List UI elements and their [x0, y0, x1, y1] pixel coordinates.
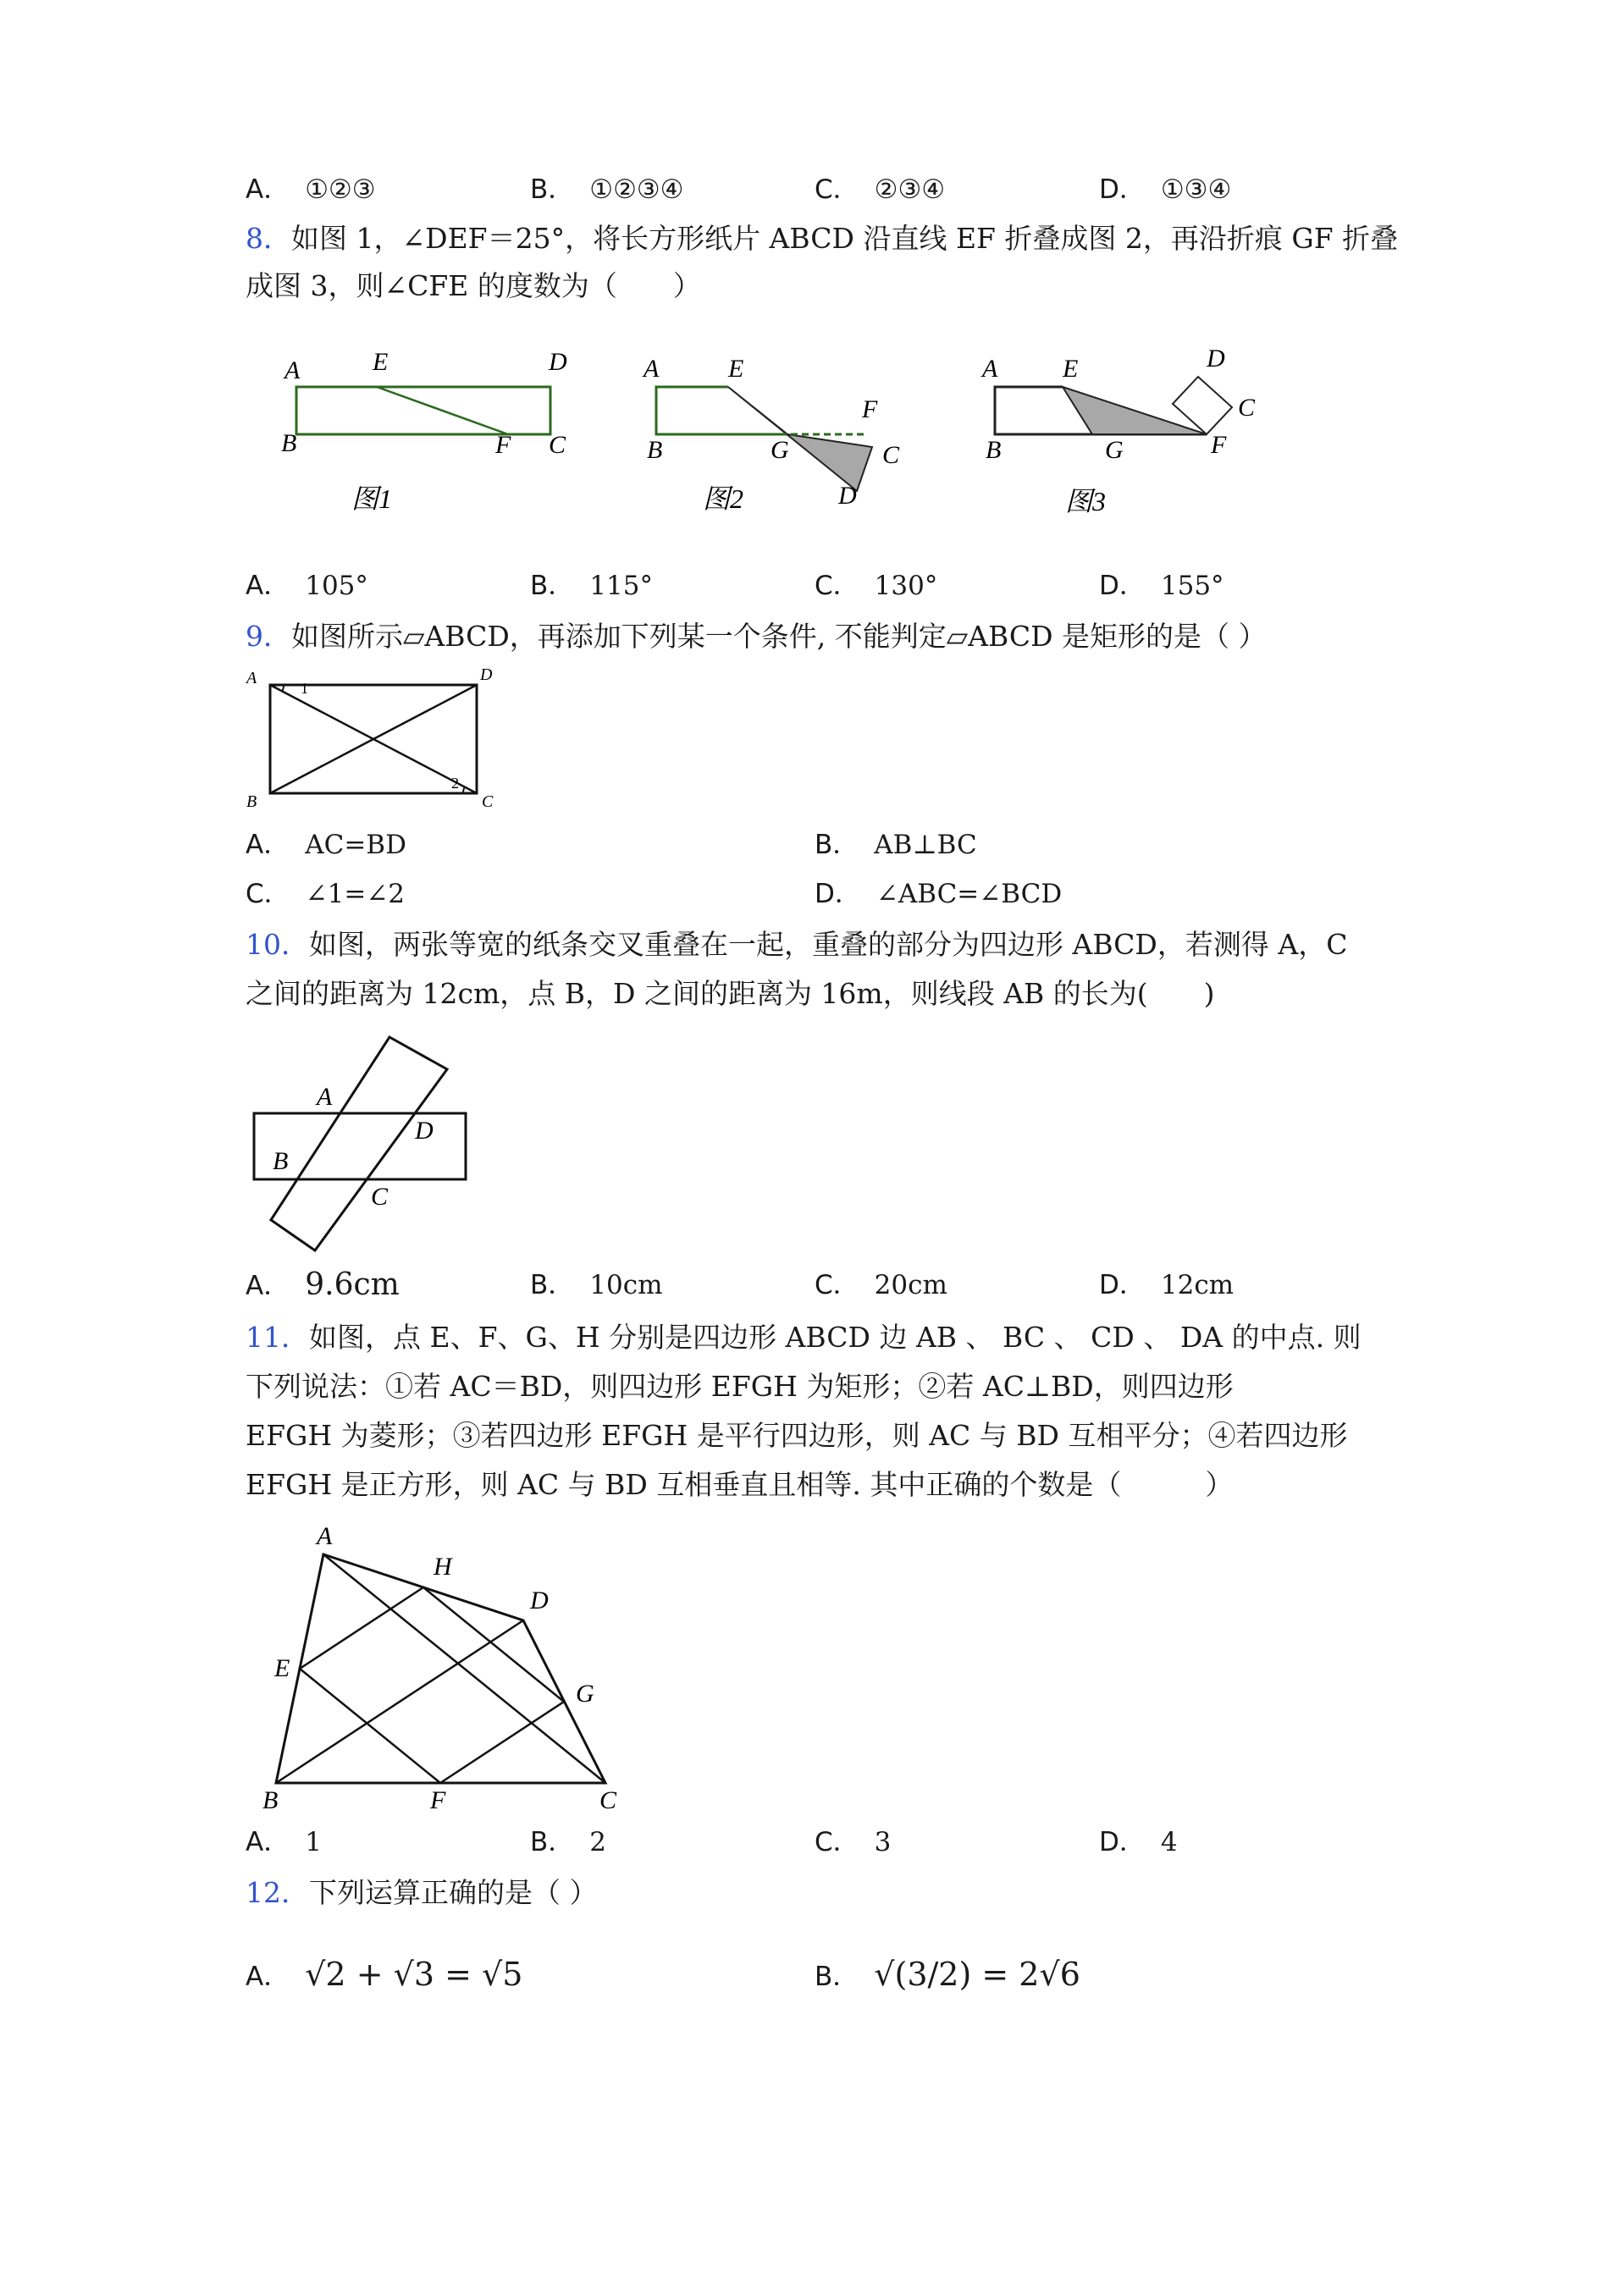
q11-option-b[interactable]: B． 2	[530, 1827, 607, 1857]
q9-figure	[241, 665, 512, 817]
fig3-caption: 图3	[1065, 486, 1107, 516]
fig1-label-e: E	[373, 348, 389, 376]
q11-stem-line4: EFGH 是正方形，则 AC 与 BD 互相垂直且相等. 其中正确的个数是（ ）	[246, 1468, 1234, 1501]
fig3-label-f: F	[1211, 431, 1227, 459]
fig3-label-d: D	[1207, 345, 1225, 373]
fig1-label-b: B	[281, 429, 297, 457]
q9-label-d: D	[480, 665, 493, 684]
q10-option-c[interactable]: C． 20cm	[815, 1270, 947, 1300]
q11-option-d[interactable]: D． 4	[1099, 1827, 1178, 1857]
fig1-label-a: A	[284, 356, 301, 384]
q11-stem-line3: EFGH 为菱形；③若四边形 EFGH 是平行四边形，则 AC 与 BD 互相平分；④若四边形	[246, 1419, 1348, 1452]
q11-label-c: C	[599, 1786, 617, 1812]
q9-number: 9．	[246, 620, 291, 653]
q10-stem-line2: 之间的距离为 12cm，点 B，D 之间的距离为 16m，则线段 AB 的长为( )	[246, 977, 1215, 1010]
fig2-label-b: B	[647, 436, 663, 464]
q8-number: 8．	[246, 222, 291, 255]
fig1-label-f: F	[495, 431, 511, 459]
q7-option-c[interactable]: C． ②③④	[815, 174, 946, 205]
q10-figure	[246, 1029, 491, 1257]
q8-figures	[254, 334, 1321, 529]
q9-label-b: B	[246, 792, 257, 811]
q8-option-a[interactable]: A． 105°	[246, 571, 368, 601]
fig3-label-c: C	[1238, 394, 1256, 422]
fig2-label-d: D	[838, 482, 857, 510]
q9-stem: 9．如图所示▱ABCD，再添加下列某一个条件, 不能判定▱ABCD 是矩形的是（ ）	[246, 620, 1267, 653]
q7-option-a[interactable]: A． ①②③	[246, 174, 376, 205]
fig3-label-g: G	[1105, 436, 1124, 464]
q8-option-b[interactable]: B． 115°	[530, 571, 653, 601]
q11-option-a[interactable]: A． 1	[246, 1827, 322, 1857]
fig3-label-a: A	[982, 355, 998, 383]
fig2-label-g: G	[771, 436, 789, 464]
q10-option-b[interactable]: B． 10cm	[530, 1270, 663, 1300]
fig2-label-a: A	[644, 355, 660, 383]
q12-option-a-formula: √2 + √3 = √5	[305, 1956, 523, 1993]
fig1-label-c: C	[549, 431, 566, 459]
q11-label-b: B	[262, 1786, 279, 1812]
q11-label-e: E	[274, 1654, 290, 1682]
fig3-label-b: B	[986, 436, 1002, 464]
q11-label-h: H	[434, 1553, 452, 1581]
q7-option-d[interactable]: D． ①③④	[1099, 174, 1232, 205]
q9-option-d[interactable]: D． ∠ABC=∠BCD	[815, 879, 1063, 909]
q12-option-a[interactable]: A． √2 + √3 = √5	[246, 1956, 523, 1993]
fig1-caption: 图1	[351, 483, 393, 514]
q9-label-a: A	[246, 669, 257, 687]
q9-label-c: C	[482, 792, 494, 811]
q9-angle-2: 2	[451, 775, 459, 792]
q10-stem-line1: 10．如图，两张等宽的纸条交叉重叠在一起，重叠的部分为四边形 ABCD，若测得 A，C	[246, 928, 1348, 961]
fig3-label-e: E	[1063, 355, 1079, 383]
q12-number: 12．	[246, 1876, 309, 1909]
q8-figure-1	[281, 348, 567, 514]
q8-figure-3	[980, 345, 1256, 516]
q7-option-b[interactable]: B． ①②③④	[530, 174, 684, 205]
q11-stem-line1: 11．如图，点 E、F、G、H 分别是四边形 ABCD 边 AB 、 BC 、 CD 、 DA 的中点. 则	[246, 1321, 1362, 1354]
q9-angle-1: 1	[301, 680, 308, 697]
q9-option-c[interactable]: C． ∠1=∠2	[246, 879, 406, 909]
q8-option-d[interactable]: D． 155°	[1099, 571, 1224, 601]
q10-label-d: D	[415, 1117, 434, 1145]
q11-figure	[246, 1524, 644, 1812]
q10-option-d[interactable]: D． 12cm	[1099, 1270, 1235, 1300]
q10-label-a: A	[317, 1083, 333, 1111]
fig1-label-d: D	[549, 348, 567, 376]
fig2-caption: 图2	[703, 483, 744, 514]
q11-label-f: F	[430, 1786, 446, 1812]
q8-option-c[interactable]: C． 130°	[815, 571, 938, 601]
q11-label-d: D	[530, 1587, 549, 1614]
q8-figure-2	[642, 355, 900, 514]
q10-label-c: C	[371, 1183, 389, 1211]
fig2-label-f: F	[862, 395, 878, 423]
q8-stem-line1: 8．如图 1，∠DEF＝25°，将长方形纸片 ABCD 沿直线 EF 折叠成图 2，再沿折痕 GF 折叠	[246, 222, 1399, 255]
q9-option-b[interactable]: B． AB⊥BC	[815, 830, 977, 860]
q12-option-b-formula: √(3/2) = 2√6	[874, 1956, 1080, 1993]
q10-number: 10．	[246, 928, 309, 961]
q12-stem: 12．下列运算正确的是（ ）	[246, 1876, 598, 1909]
q11-label-g: G	[576, 1680, 594, 1708]
q10-option-a[interactable]: A． 9.6cm	[246, 1267, 400, 1302]
fig2-label-e: E	[728, 355, 744, 383]
fig2-label-c: C	[882, 441, 900, 469]
q12-option-b[interactable]: B． √(3/2) = 2√6	[815, 1956, 1080, 1993]
q10-label-b: B	[273, 1147, 289, 1175]
q11-label-a: A	[317, 1524, 333, 1550]
q9-option-a[interactable]: A． AC=BD	[246, 830, 406, 860]
q8-stem-line2: 成图 3，则∠CFE 的度数为（ ）	[246, 269, 701, 302]
q11-number: 11．	[246, 1321, 309, 1354]
q11-option-c[interactable]: C． 3	[815, 1827, 892, 1857]
q11-stem-line2: 下列说法：①若 AC＝BD，则四边形 EFGH 为矩形；②若 AC⊥BD，则四边形	[246, 1370, 1234, 1403]
